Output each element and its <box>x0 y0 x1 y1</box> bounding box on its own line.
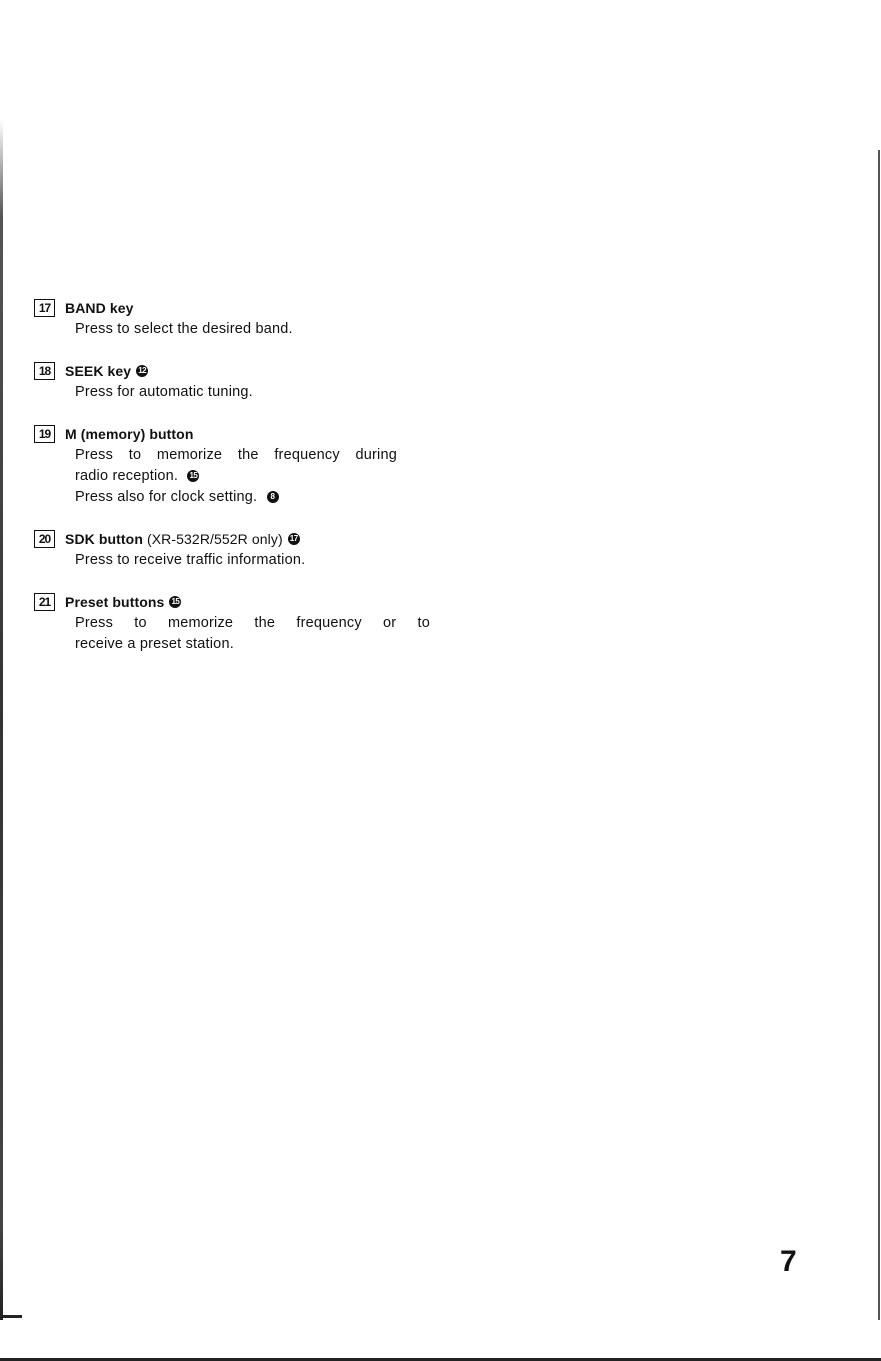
entry-title: M (memory) button <box>65 426 194 442</box>
entry-band-key <box>34 297 414 340</box>
entry-text: Press to select the desired band. <box>75 321 293 337</box>
item-number-box: 18 <box>34 362 55 380</box>
entry-text: receive a preset station. <box>75 636 234 652</box>
entry-memory-button <box>34 423 414 508</box>
item-number-box: 17 <box>34 299 55 317</box>
figure-ref-badge: 15 <box>187 470 199 482</box>
entry-text: Press to memorize the frequency during <box>75 447 397 463</box>
entry-text: Press to receive traffic information. <box>75 552 306 568</box>
figure-ref-badge: 12 <box>136 365 148 377</box>
entry-text: Press also for clock setting. <box>75 489 258 505</box>
control-descriptions <box>34 297 430 675</box>
item-number-box: 20 <box>34 530 55 548</box>
entry-text: Press to memorize the frequency or to <box>75 615 430 631</box>
item-number-box: 21 <box>34 593 55 611</box>
scan-edge-left <box>0 120 3 1320</box>
entry-title: SDK button <box>65 531 143 547</box>
scan-edge-right <box>878 150 880 1320</box>
entry-title: BAND key <box>65 300 134 316</box>
entry-title: SEEK key <box>65 363 132 379</box>
entry-text: radio reception. <box>75 468 179 484</box>
page-number: 7 <box>780 1245 797 1278</box>
figure-ref-badge: 15 <box>169 596 181 608</box>
entry-sdk-button <box>34 528 414 571</box>
entry-title: Preset buttons <box>65 594 165 610</box>
entry-seek-key <box>34 360 414 403</box>
figure-ref-badge: 17 <box>288 533 300 545</box>
figure-ref-badge: 8 <box>267 491 279 503</box>
entry-title-note: (XR-532R/552R only) <box>146 531 283 547</box>
item-number-box: 19 <box>34 425 55 443</box>
entry-preset-buttons <box>34 591 430 655</box>
scan-edge-corner <box>0 1315 22 1318</box>
entry-text: Press for automatic tuning. <box>75 384 253 400</box>
